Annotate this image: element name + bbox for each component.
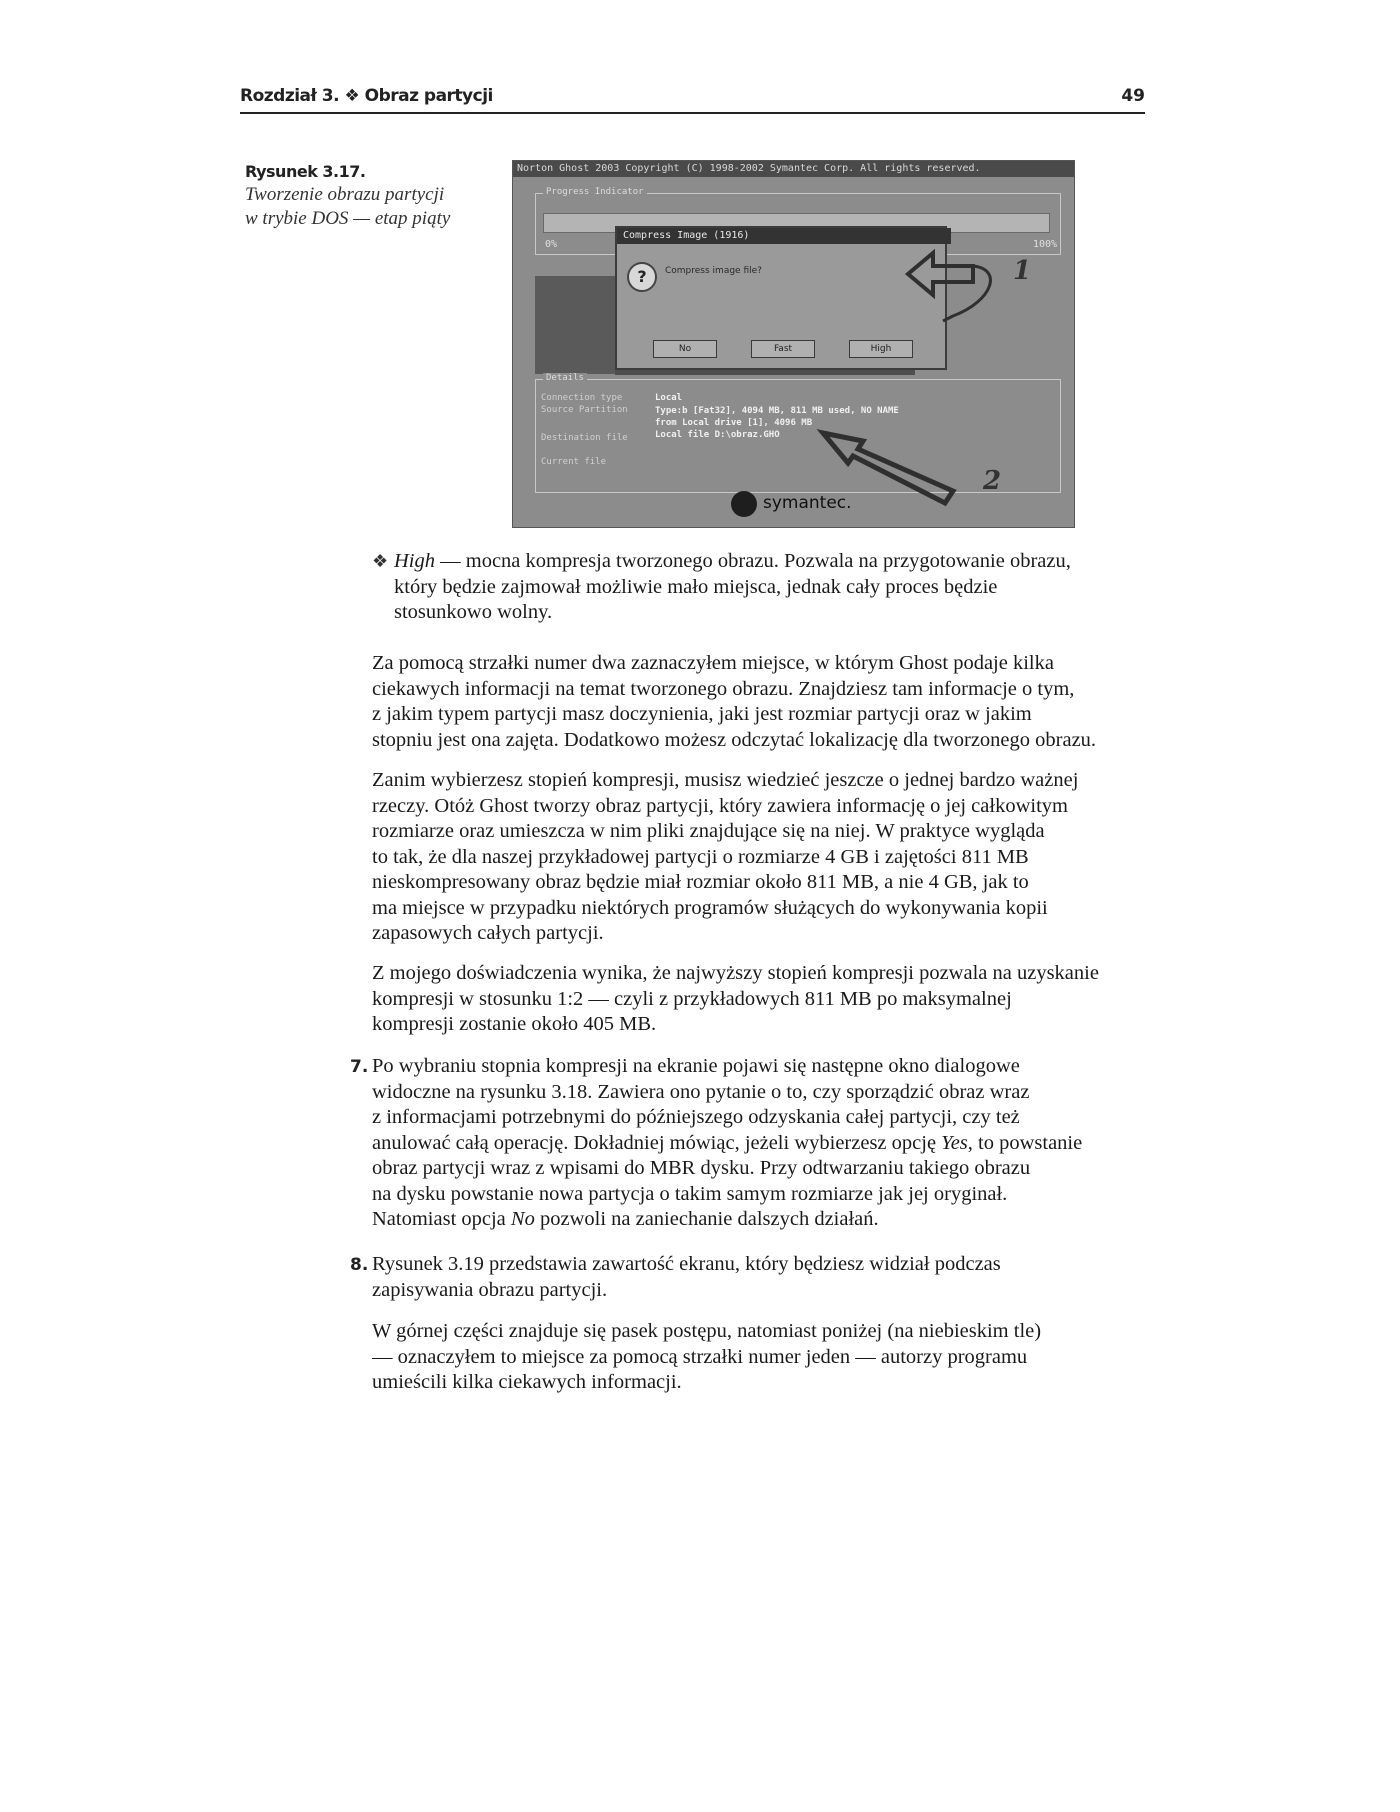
p1-line: Za pomocą strzałki numer dwa zaznaczyłem miejsce, w którym Ghost podaje kilka — [372, 652, 1054, 674]
fast-button[interactable]: Fast — [751, 340, 815, 358]
item7-line: obraz partycji wraz z wpisami do MBR dysku. Przy odtwarzaniu takiego obrazu — [372, 1157, 1031, 1179]
progress-pct-right: 100% — [1033, 239, 1058, 250]
paragraph-1 — [372, 651, 1152, 753]
screen-title-bar: Norton Ghost 2003 Copyright (C) 1998-2002 Symantec Corp. All rights reserved. — [513, 161, 1075, 177]
p2-line: nieskompresowany obraz będzie miał rozmiar około 811 MB, a nie 4 GB, jak to — [372, 871, 1029, 893]
bullet-diamond-icon: ❖ — [372, 551, 389, 571]
p1-line: stopniu jest ona zajęta. Dodatkowo możesz odczytać lokalizację dla tworzonego obrazu. — [372, 728, 1097, 751]
ghost-screenshot — [512, 160, 1075, 528]
running-header — [240, 86, 1145, 114]
p3-line: Z mojego doświadczenia wynika, że najwyższy stopień kompresji pozwala na uzyskanie — [372, 962, 1099, 984]
chapter-title: Rozdział 3. ❖ Obraz partycji — [240, 86, 493, 106]
p3-line: kompresji w stosunku 1:2 — czyli z przykładowych 811 MB po maksymalnej — [372, 987, 1012, 1010]
p2-line: zapasowych całych partycji. — [372, 922, 604, 944]
p2-line: Zanim wybierzesz stopień kompresji, musisz wiedzieć jeszcze o jednej bardzo ważnej — [372, 769, 1079, 791]
item7-line: Natomiast opcja — [372, 1208, 511, 1230]
page-number: 49 — [1121, 86, 1145, 106]
detail-value-drive: from Local drive [1], 4096 MB — [655, 418, 813, 428]
item8-line: zapisywania obrazu partycji. — [372, 1278, 608, 1301]
bullet-high-line-3: stosunkowo wolny. — [394, 601, 553, 623]
p2-line: to tak, że dla naszej przykładowej partycji o rozmiarze 4 GB i zajętości 811 MB — [372, 845, 1029, 868]
item7-line: , to powstanie — [967, 1131, 1083, 1154]
paragraph-3 — [372, 961, 1152, 1038]
item-8-number: 8. — [350, 1255, 369, 1275]
item-7 — [372, 1054, 1152, 1233]
detail-label-current: Current file — [541, 457, 607, 467]
item8-line: Rysunek 3.19 przedstawia zawartość ekranu, który będziesz widział podczas — [372, 1253, 1001, 1275]
arrow-1 — [908, 253, 973, 295]
arrow-1-curve — [943, 266, 990, 321]
figure-description: Tworzenie obrazu partycji w trybie DOS — etap piąty — [245, 184, 451, 229]
item-7-number: 7. — [350, 1057, 369, 1077]
p2-line: rzeczy. Otóż Ghost tworzy obraz partycji, który zawiera informację o jej całkowitym — [372, 794, 1068, 817]
dialog-question: Compress image file? — [665, 266, 762, 276]
item-8 — [372, 1252, 1152, 1303]
item7-line: z informacjami potrzebnymi do późniejszego odzyskania całej partycji, czy też — [372, 1106, 1020, 1128]
p4-line: W górnej części znajduje się pasek postępu, natomiast poniżej (na niebieskim tle) — [372, 1320, 1042, 1342]
p1-line: z jakim typem partycji masz doczynienia, jaki jest rozmiar partycji oraz w jakim — [372, 703, 1032, 725]
bullet-high — [394, 549, 1154, 626]
p1-line: ciekawych informacji na temat tworzonego obrazu. Znajdziesz tam informacje o tym, — [372, 677, 1075, 700]
term-high: High — [394, 550, 435, 572]
item7-line: anulować całą operację. Dokładniej mówiąc, jeżeli wybierzesz opcję — [372, 1131, 942, 1154]
detail-value-source: Type:b [Fat32], 4094 MB, 811 MB used, NO NAME — [655, 406, 899, 416]
detail-value-file: Local file D:\obraz.GHO — [655, 430, 780, 440]
term-yes: Yes — [941, 1131, 968, 1154]
figure-label: Rysunek 3.17. — [245, 162, 366, 181]
bullet-high-line-1: — mocna kompresja tworzonego obrazu. Pozwala na przygotowanie obrazu, — [435, 550, 1071, 572]
high-button[interactable]: High — [849, 340, 913, 358]
item7-line: pozwoli na zaniechanie dalszych działań. — [534, 1208, 879, 1230]
progress-pct-left: 0% — [545, 239, 558, 250]
p4-line: — oznaczyłem to miejsce za pomocą strzałki numer jeden — autorzy programu — [372, 1345, 1028, 1368]
detail-label-destination: Destination file — [541, 433, 628, 443]
p2-line: rozmiarze oraz umieszcza w nim pliki znajdujące się na niej. W praktyce wygląda — [372, 820, 1045, 842]
arrow-label-2: 2 — [983, 466, 1002, 496]
paragraph-4 — [372, 1319, 1152, 1396]
p3-line: kompresji zostanie około 405 MB. — [372, 1013, 657, 1035]
detail-label-source: Source Partition — [541, 405, 628, 415]
item7-line: Po wybraniu stopnia kompresji na ekranie pojawi się następne okno dialogowe — [372, 1055, 1020, 1077]
symantec-logo-icon — [731, 491, 757, 517]
symantec-logo-text: symantec. — [763, 493, 852, 513]
bullet-high-line-2: który będzie zajmował możliwie mało miejsca, jednak cały proces będzie — [394, 575, 998, 598]
item7-line: na dysku powstanie nowa partycja o takim samym rozmiarze jak jej oryginał. — [372, 1182, 1008, 1205]
details-label: Details — [543, 373, 587, 383]
detail-label-connection: Connection type — [541, 393, 623, 403]
figure-caption — [245, 162, 455, 231]
question-icon: ? — [627, 262, 657, 292]
detail-value-connection: Local — [655, 393, 683, 403]
term-no: No — [510, 1208, 535, 1230]
no-button[interactable]: No — [653, 340, 717, 358]
p2-line: ma miejsce w przypadku niektórych programów służących do wykonywania kopii — [372, 896, 1048, 919]
p4-line: umieścili kilka ciekawych informacji. — [372, 1371, 682, 1393]
arrow-label-1: 1 — [1013, 256, 1032, 286]
item7-line: widoczne na rysunku 3.18. Zawiera ono pytanie o to, czy sporządzić obraz wraz — [372, 1080, 1030, 1103]
dialog-title: Compress Image (1916) — [617, 228, 951, 244]
paragraph-2 — [372, 768, 1152, 947]
progress-label: Progress Indicator — [543, 187, 647, 197]
